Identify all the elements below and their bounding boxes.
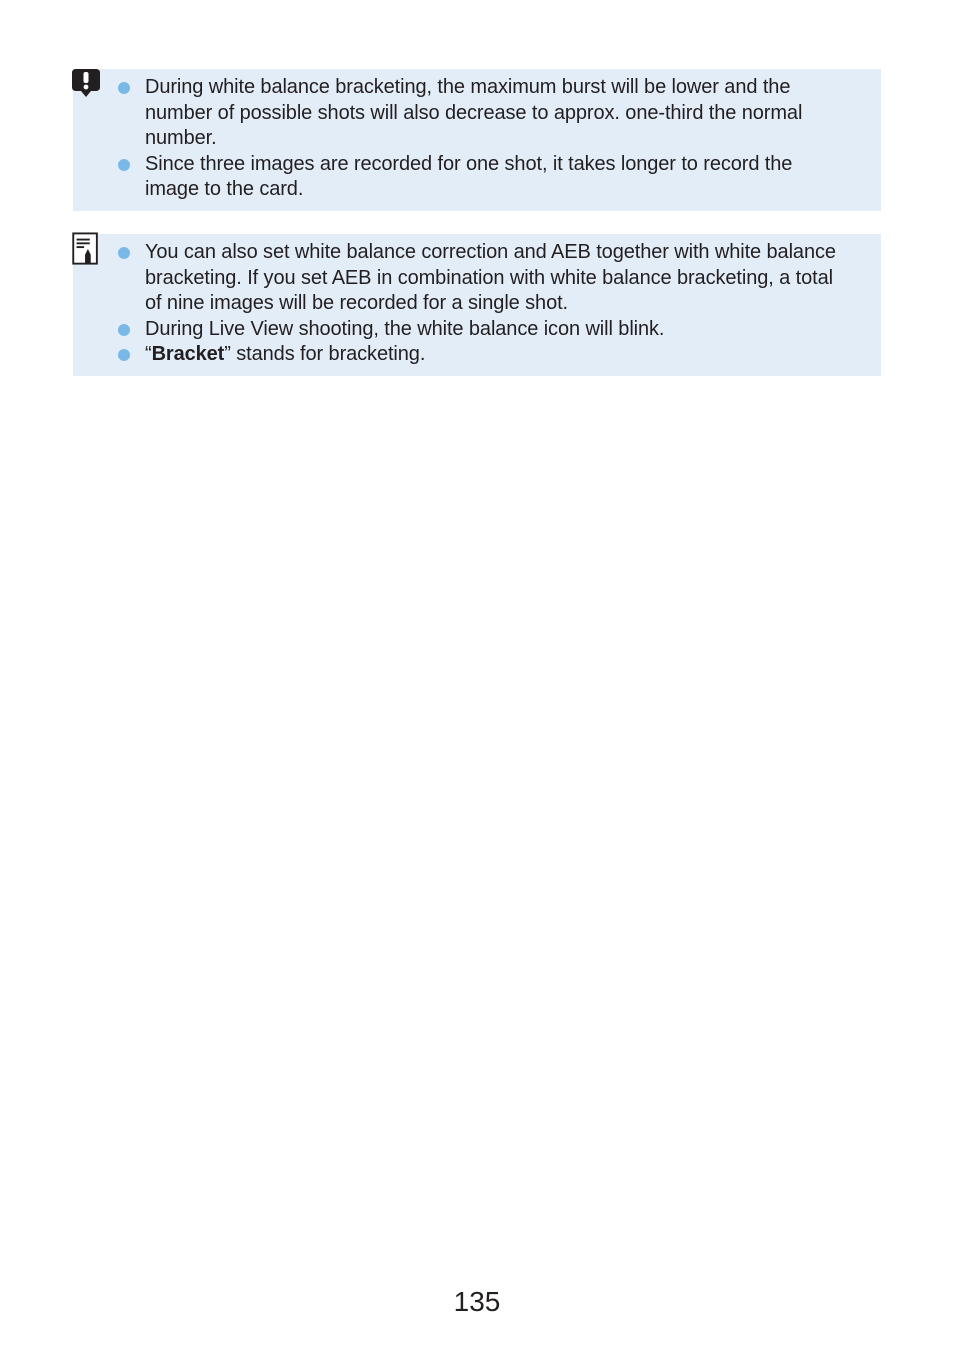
memo-icon bbox=[71, 232, 101, 266]
memo-item bbox=[145, 240, 845, 317]
bullet-icon bbox=[118, 82, 130, 94]
caution-item-text: Since three images are recorded for one shot, it takes longer to record the image to the card. bbox=[145, 152, 793, 201]
bullet-icon bbox=[118, 247, 130, 259]
page-number: 135 bbox=[453, 1286, 501, 1317]
quote-open: “ bbox=[145, 343, 152, 366]
caution-item bbox=[145, 75, 845, 152]
memo-item-text: During Live View shooting, the white balance icon will blink. bbox=[145, 317, 665, 340]
caution-icon bbox=[71, 67, 101, 101]
caution-note-box bbox=[73, 69, 881, 211]
memo-note-box bbox=[73, 234, 881, 376]
bullet-icon bbox=[118, 349, 130, 361]
memo-item bbox=[145, 317, 845, 343]
bullet-icon bbox=[118, 324, 130, 336]
bracket-term: Bracket bbox=[151, 343, 225, 366]
caution-item-text: During white balance bracketing, the maximum burst will be lower and the number of possible shots will also decrease to approx. one-third the normal number. bbox=[145, 76, 803, 150]
caution-item bbox=[145, 152, 845, 203]
bullet-icon bbox=[118, 159, 130, 171]
memo-list bbox=[145, 240, 845, 368]
memo-item bbox=[145, 342, 845, 368]
memo-item-text: You can also set white balance correction and AEB together with white balance bracketing. If you set AEB in combination with white balance bracketing, a total of nine images will be recorded for a single shot. bbox=[145, 241, 836, 315]
memo-item-text: ” stands for bracketing. bbox=[224, 343, 426, 366]
caution-list bbox=[145, 75, 845, 203]
